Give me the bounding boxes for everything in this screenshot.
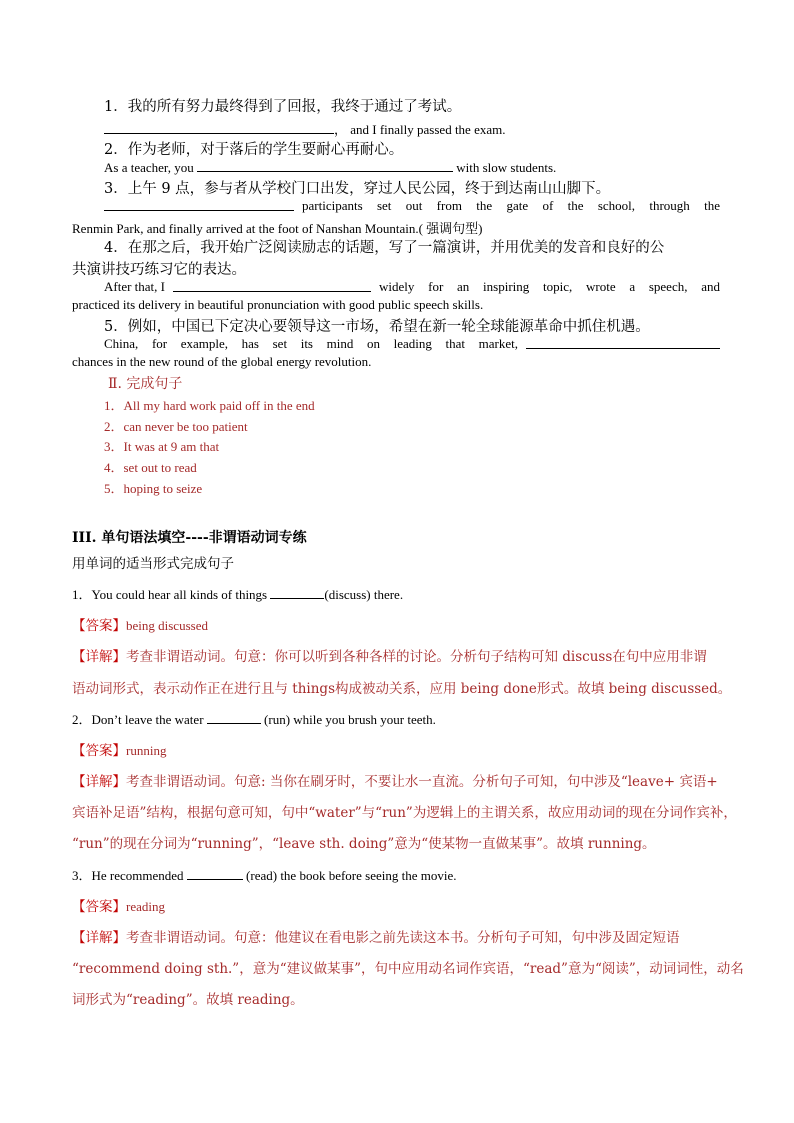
- answer-blank[interactable]: [197, 159, 453, 172]
- question-3-head: 3．He recommended: [72, 868, 184, 883]
- detail-3-text-1: 考查非谓语动词。句意：他建议在看电影之前先读这本书。分析句子可知，句中涉及固定短语: [126, 930, 680, 946]
- answer-2-value: running: [126, 743, 167, 758]
- translation-3-tail: participants set out from the gate of the school, through the: [302, 198, 720, 213]
- detail-2-line-3: “run”的现在分词为“running”，“leave sth. doing”意为“使某物一直做某事”。故填 running。: [72, 836, 656, 852]
- answer-blank[interactable]: [173, 279, 371, 292]
- translation-3-english-line2: Renmin Park, and finally arrived at the foot of Nanshan Mountain.( 强调句型): [72, 221, 483, 236]
- translation-4-head: After that, I: [104, 279, 166, 294]
- translation-4-chinese-line2: 共演讲技巧练习它的表达。: [72, 262, 246, 278]
- translation-1-tail: ， and I finally passed the exam.: [334, 122, 506, 137]
- section-2-answer-1: 1．All my hard work paid off in the end: [104, 398, 315, 413]
- answer-1: [72, 614, 208, 634]
- question-2-head: 2．Don’t leave the water: [72, 712, 204, 727]
- answer-tag: 【答案】: [72, 743, 126, 759]
- translation-4-tail: widely for an inspiring topic, wrote a speech, and: [379, 279, 720, 294]
- detail-tag: 【详解】: [72, 649, 126, 665]
- translation-2-tail: with slow students.: [456, 160, 557, 175]
- question-1-tail: (discuss) there.: [324, 587, 404, 602]
- detail-tag: 【详解】: [72, 930, 126, 946]
- translation-1-chinese: 1．我的所有努力最终得到了回报，我终于通过了考试。: [104, 99, 462, 115]
- translation-2-english: [104, 159, 556, 176]
- detail-3-line-3: 词形式为“reading”。故填 reading。: [72, 992, 304, 1008]
- answer-3: [72, 895, 165, 915]
- answer-blank[interactable]: [270, 586, 324, 599]
- translation-5-chinese: 5．例如，中国已下定决心要领导这一市场，希望在新一轮全球能源革命中抓住机遇。: [104, 319, 650, 335]
- answer-2: [72, 739, 166, 759]
- answer-tag: 【答案】: [72, 899, 126, 915]
- detail-2-line-1: [72, 770, 718, 790]
- answer-1-value: being discussed: [126, 618, 208, 633]
- translation-2-chinese: 2．作为老师，对于落后的学生要耐心再耐心。: [104, 142, 404, 158]
- detail-3-line-1: [72, 926, 680, 946]
- question-2-tail: (run) while you brush your teeth.: [264, 712, 436, 727]
- translation-5-english: [104, 336, 720, 352]
- translation-4-english-line2: practiced its delivery in beautiful pronunciation with good public speech skills.: [72, 297, 484, 312]
- question-3: [72, 865, 457, 884]
- question-2: [72, 709, 436, 728]
- translation-4-chinese: 4．在那之后，我开始广泛阅读励志的话题，写了一篇演讲，并用优美的发音和良好的公: [104, 240, 665, 256]
- section-2-heading: Ⅱ. 完成句子: [108, 376, 183, 392]
- detail-1-line-1: [72, 645, 722, 665]
- section-2-answer-3: 3．It was at 9 am that: [104, 439, 220, 454]
- detail-3-line-2: “recommend doing sth.”，意为“建议做某事”，句中应用动名词作宾语，“read”意为“阅读”，动词词性，动名: [72, 961, 744, 977]
- section-3-heading: III. 单句语法填空----非谓语动词专练: [72, 530, 307, 546]
- section-2-answer-2: 2．can never be too patient: [104, 419, 248, 434]
- translation-3-english: [104, 198, 720, 214]
- translation-5-head: China, for example, has set its mind on leading that market,: [104, 336, 518, 351]
- translation-5-english-line2: chances in the new round of the global energy revolution.: [72, 354, 372, 369]
- answer-3-value: reading: [126, 899, 165, 914]
- section-2-answer-5: 5．hoping to seize: [104, 481, 203, 496]
- question-1-head: 1．You could hear all kinds of things: [72, 587, 268, 602]
- answer-blank[interactable]: [104, 121, 334, 134]
- answer-blank[interactable]: [526, 336, 720, 349]
- translation-4-english: [104, 279, 720, 295]
- detail-1-line-2: 语动词形式，表示动作正在进行且与 things构成被动关系，应用 being done形式。故填 being discussed。: [72, 681, 732, 697]
- detail-tag: 【详解】: [72, 774, 126, 790]
- question-1: [72, 584, 403, 603]
- detail-2-line-2: 宾语补足语”结构，根据句意可知，句中“water”与“run”为逻辑上的主谓关系，故应用动词的现在分词作宾补，: [72, 805, 737, 821]
- detail-2-text-1: 考查非谓语动词。句意: 当你在刷牙时，不要让水一直流。分析句子可知，句中涉及“leave+ 宾语+: [126, 774, 718, 790]
- detail-1-text-1: 考查非谓语动词。句意：你可以听到各种各样的讨论。分析句子结构可知 discuss在句中应用非谓: [126, 649, 707, 665]
- translation-2-head: As a teacher, you: [104, 160, 194, 175]
- section-3-instruction: 用单词的适当形式完成句子: [72, 556, 234, 572]
- translation-3-chinese: 3．上午 9 点，参与者从学校门口出发，穿过人民公园，终于到达南山山脚下。: [104, 181, 611, 197]
- translation-1-english: [104, 119, 505, 138]
- answer-blank[interactable]: [207, 711, 261, 724]
- answer-blank[interactable]: [104, 198, 294, 211]
- answer-blank[interactable]: [187, 867, 243, 880]
- section-2-answer-4: 4．set out to read: [104, 460, 197, 475]
- answer-tag: 【答案】: [72, 618, 126, 634]
- question-3-tail: (read) the book before seeing the movie.: [246, 868, 457, 883]
